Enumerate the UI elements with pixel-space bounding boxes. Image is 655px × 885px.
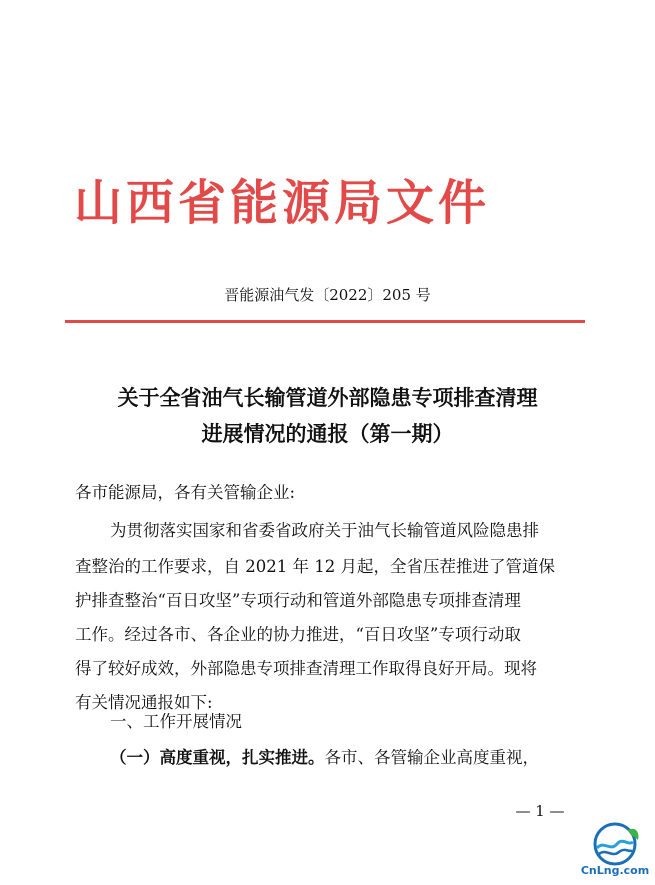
page-number: — 1 —: [515, 802, 565, 820]
document-title-line-2: 进展情况的通报（第一期）: [201, 421, 454, 446]
cnlng-logo-icon: [580, 822, 650, 866]
paragraph-1-line-1: 为贯彻落实国家和省委省政府关于油气长输管道风险隐患排: [110, 521, 539, 540]
paragraph-1-line-4: 工作。经过各市、各企业的协力推进，“百日攻坚”专项行动取: [75, 625, 521, 644]
section-heading-1: 一、工作开展情况: [110, 712, 242, 731]
paragraph-1-line-3: 护排查整治“百日攻坚”专项行动和管道外部隐患专项排查清理: [75, 591, 521, 610]
letterhead-title: [74, 168, 594, 238]
paragraph-1-line-6: 有关情况通报如下:: [75, 693, 213, 712]
document-number: 晋能源油气发〔2022〕205 号: [224, 286, 431, 304]
paragraph-2-lead: （一）高度重视，扎实推进。: [110, 748, 325, 767]
red-divider-line: [65, 320, 585, 323]
paragraph-2-rest: 各市、各管输企业高度重视，: [324, 748, 539, 767]
watermark-logo: [580, 822, 650, 882]
paragraph-1-line-5: 得了较好成效，外部隐患专项排查清理工作取得良好开局。现将: [75, 659, 537, 678]
letterhead-title-text: 山西省能源局文件: [74, 175, 491, 231]
watermark-text: CnLng.com: [580, 864, 650, 877]
paragraph-1-line-2: 查整治的工作要求，自 2021 年 12 月起，全省压茬推进了管道保: [75, 557, 555, 576]
paragraph-2-line-1: [110, 746, 539, 770]
document-title-line-1: 关于全省油气长输管道外部隐患专项排查清理: [117, 385, 538, 410]
salutation: 各市能源局，各有关管输企业:: [75, 483, 296, 502]
